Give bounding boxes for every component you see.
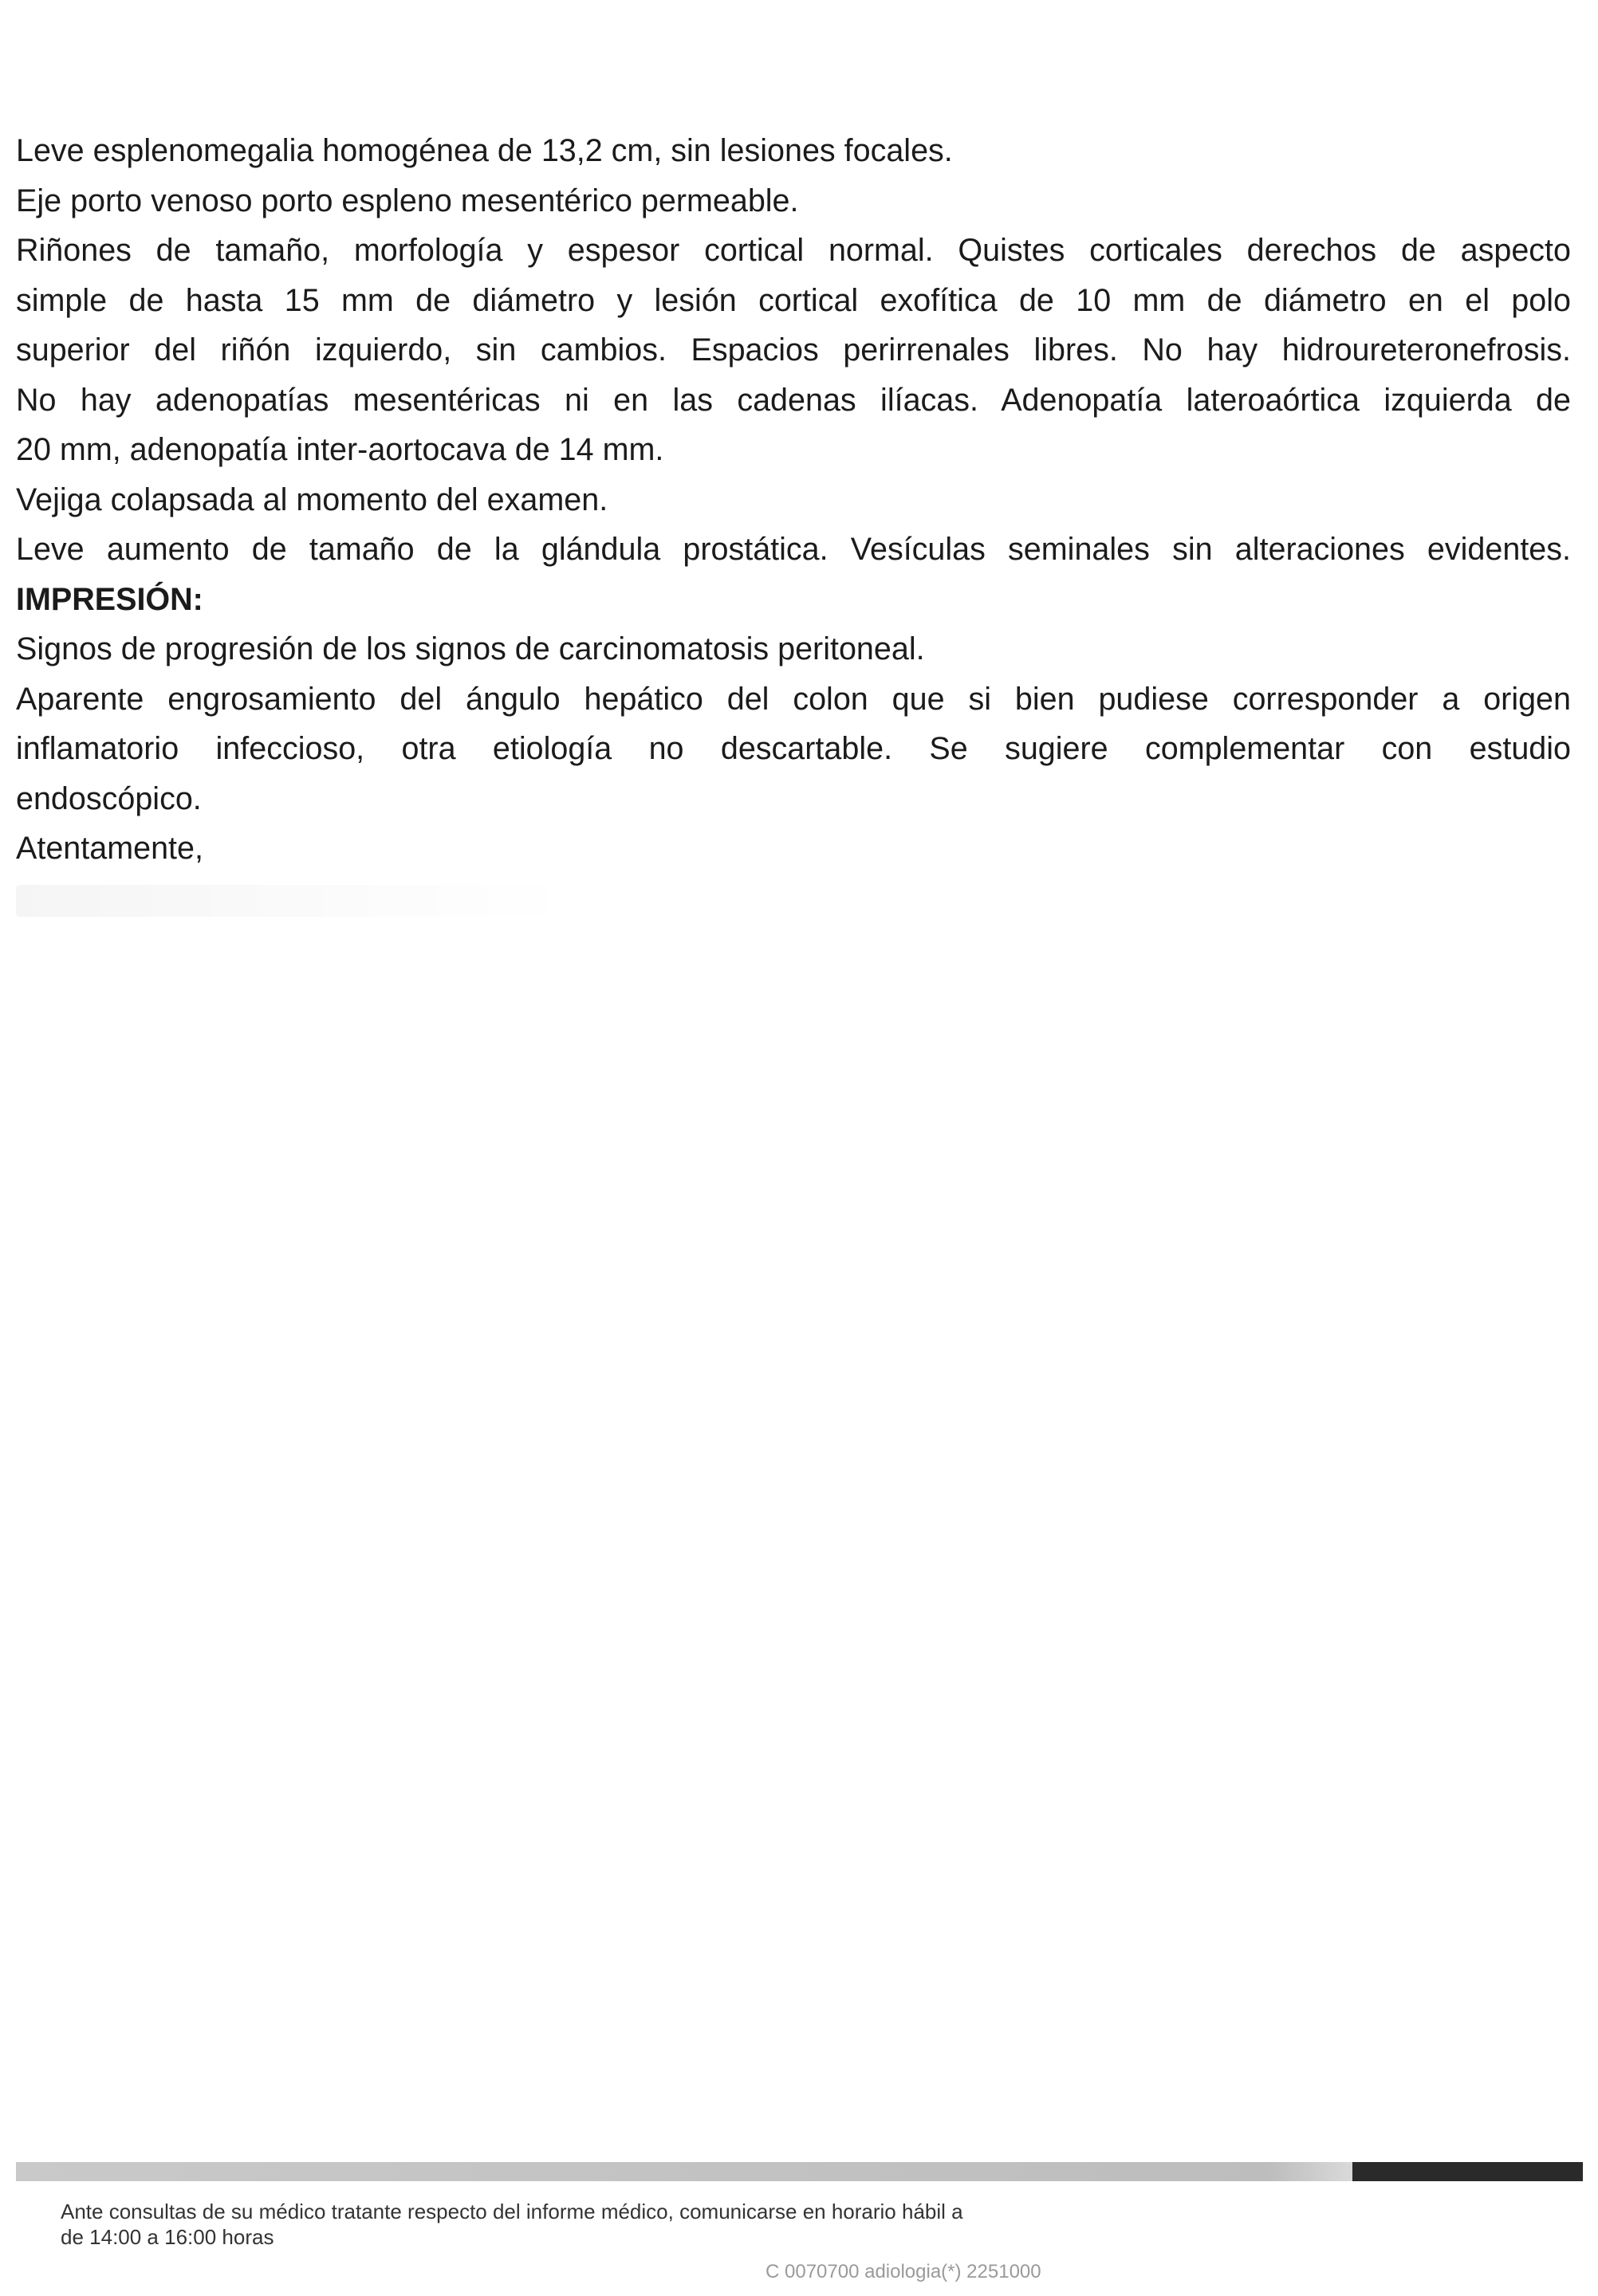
finding-kidneys-1: Riñones de tamaño, morfología y espesor cortical normal. Quistes corticales derechos de aspecto <box>16 233 1571 268</box>
impression-colon-3: endoscópico. <box>16 780 202 816</box>
finding-bladder: Vejiga colapsada al momento del examen. <box>16 482 608 517</box>
footer-divider-dark-segment <box>1352 2162 1583 2181</box>
impression-heading: IMPRESIÓN: <box>16 581 203 617</box>
footer-note-line-1: Ante consultas de su médico tratante respecto del informe médico, comunicarse en horario hábil a <box>61 2200 963 2223</box>
report-body <box>16 126 1571 874</box>
impression-colon-1: Aparente engrosamiento del ángulo hepático del colon que si bien pudiese corresponder a origen <box>16 681 1571 717</box>
finding-lymph-nodes-1: No hay adenopatías mesentéricas ni en las cadenas ilíacas. Adenopatía lateroaórtica izquierda de <box>16 382 1571 418</box>
footer-note-line-2: de 14:00 a 16:00 horas <box>61 2225 274 2249</box>
finding-kidneys-2: simple de hasta 15 mm de diámetro y lesión cortical exofítica de 10 mm de diámetro en el polo <box>16 282 1571 318</box>
finding-spleen: Leve esplenomegalia homogénea de 13,2 cm, sin lesiones focales. <box>16 133 953 168</box>
impression-colon-2: inflamatorio infeccioso, otra etiología no descartable. Se sugiere complementar con estudio <box>16 731 1571 766</box>
finding-prostate: Leve aumento de tamaño de la glándula prostática. Vesículas seminales sin alteraciones evidentes. <box>16 532 1571 567</box>
impression-carcinomatosis: Signos de progresión de los signos de carcinomatosis peritoneal. <box>16 631 925 666</box>
closing-text: Atentamente, <box>16 831 203 866</box>
finding-lymph-nodes-2: 20 mm, adenopatía inter-aortocava de 14 mm. <box>16 432 664 467</box>
footer-divider-bar <box>16 2162 1583 2181</box>
finding-portal-axis: Eje porto venoso porto espleno mesentérico permeable. <box>16 183 799 218</box>
faded-signature-mark <box>16 885 574 917</box>
footer-note <box>61 2199 1129 2250</box>
footer-contact-partial: C 0070700 adiologia(*) 2251000 <box>766 2261 1041 2282</box>
finding-kidneys-3: superior del riñón izquierdo, sin cambios. Espacios perirrenales libres. No hay hidroureteronefrosis. <box>16 332 1571 368</box>
